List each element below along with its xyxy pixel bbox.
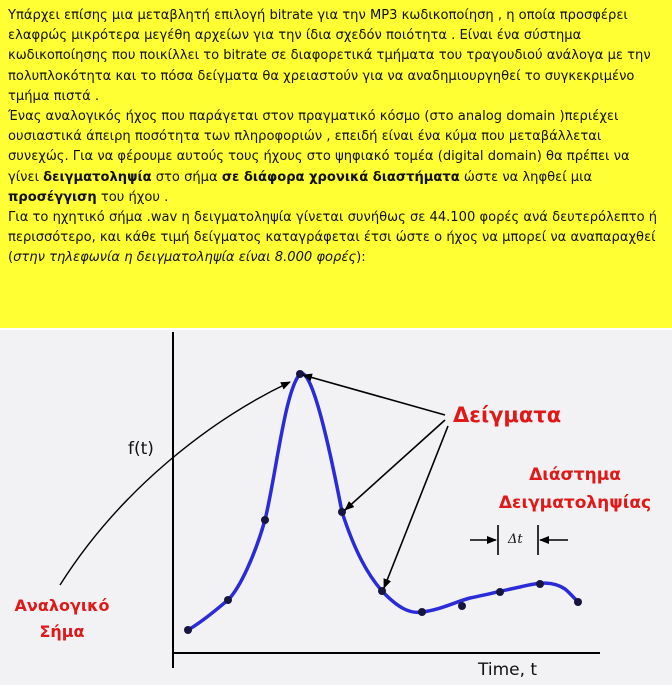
paragraph-wav-sampling [8, 208, 664, 269]
sample-point [296, 370, 304, 378]
sample-point [496, 588, 504, 596]
italic-telephony-note: στην τηλεφωνία η δειγματοληψία είναι 8.000 φορές [13, 250, 357, 266]
analog-label-line1: Αναλογικό [14, 596, 110, 615]
text-panel [0, 0, 672, 328]
paragraph-vbr [8, 6, 664, 107]
paragraph-analog-text-4: του ήχου . [96, 189, 169, 205]
sample-point [184, 626, 192, 634]
sample-point [418, 608, 426, 616]
sample-point [536, 580, 544, 588]
paragraph-analog-text-3: ώστε να ληφθεί μια [459, 169, 593, 185]
analog-label-line2: Σήμα [39, 622, 85, 641]
sample-point [224, 596, 232, 604]
sample-point [378, 587, 386, 595]
dt-label: Δt [508, 532, 523, 547]
interval-label-line2: Δειγματοληψίας [498, 493, 652, 513]
sample-point [458, 602, 466, 610]
sample-point [261, 516, 269, 524]
y-axis-label: f(t) [128, 439, 154, 459]
paragraph-vbr-text: Υπάρχει επίσης μια μεταβλητή επιλογή bitrate για την MP3 κωδικοποίηση , η οποία προσφέρει ελαφρώς μικρότερα μεγέθη αρχείων για την ίδια σχεδόν ποιότητα . Είναι ένα σύστημα κωδικοποίησης που ποικίλλει το bitrate σε διαφορετικά τμήματα του τραγουδιού ανάλογα με την πολυπλοκότητα και το πόσα δείγματα θα χρειαστούν για να αναδημιουργηθεί το συγκεκριμένο τμήμα πιστά . [8, 8, 651, 104]
x-axis-label: Time, t [478, 660, 538, 680]
samples-label: Δείγματα [453, 403, 562, 427]
bold-time-intervals: σε διάφορα χρονικά διαστήματα [221, 169, 460, 185]
sampling-diagram [0, 330, 672, 685]
sampling-figure [0, 330, 672, 685]
samples-arrows [303, 375, 448, 588]
bold-sampling: δειγματοληψία [43, 169, 152, 185]
interval-label-line1: Διάστημα [529, 465, 621, 485]
paragraph-analog-text-2: στο σήμα [151, 169, 222, 185]
paragraph-wav-end: ): [356, 250, 366, 266]
paragraph-analog-text-1: Ένας αναλογικός ήχος που παράγεται στον πραγματικό κόσμο (στο analog domain )περιέχει ουσιαστικά άπειρη ποσότητα των πληροφοριών , επειδή είναι ένα κύμα που μεταβάλλεται συνεχώς. Για να φέρουμε αυτούς τους ήχους στο ψηφιακό τομέα (digital domain) θα πρέπει να γίνει [8, 109, 630, 185]
paragraph-analog-sound [8, 107, 664, 208]
analog-arrow [60, 382, 290, 585]
bold-approximation: προσέγγιση [8, 189, 97, 205]
sample-point [574, 598, 582, 606]
paragraph-wav-text: Για το ηχητικό σήμα .wav η δειγματοληψία γίνεται συνήθως σε 44.100 φορές ανά δευτερόλεπτο ή περισσότερο, και κάθε τιμή δείγματος καταγράφεται έτσι ώστε ο ήχος να μπορεί να αναπαραχθεί ( [8, 210, 658, 266]
